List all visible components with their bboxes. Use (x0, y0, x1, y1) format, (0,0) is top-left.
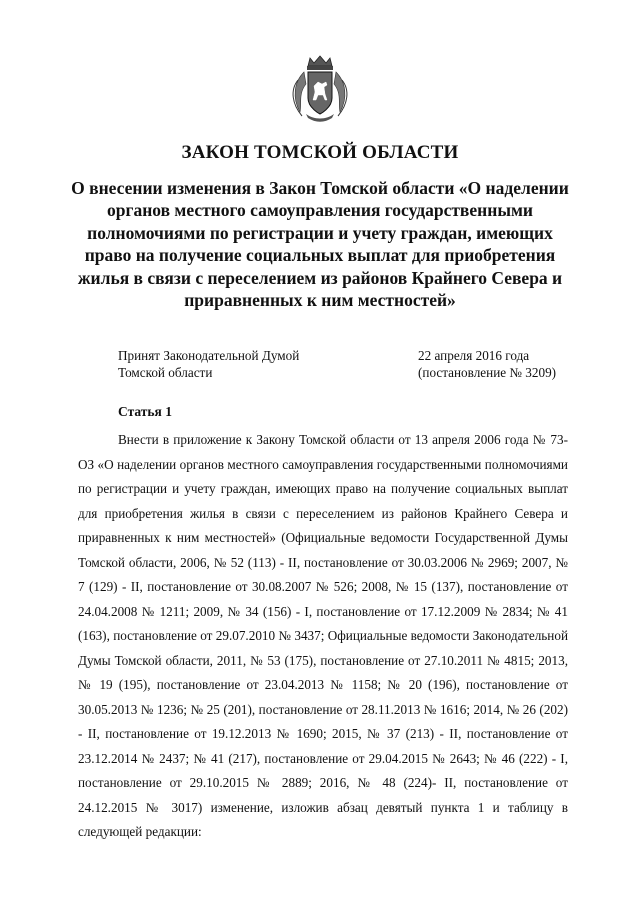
resolution-number: (постановление № 3209) (418, 365, 557, 380)
article-heading: Статья 1 (118, 404, 172, 419)
tomsk-coat-of-arms-icon (288, 54, 352, 124)
article-paragraph: Внести в приложение к Закону Томской области от 13 апреля 2006 года № 73-ОЗ «О наделении органов местного самоуправления государственными полномочиями по регистрации и учету граждан, имеющих право на получение социальных выплат для приобретения жилья в связи с переселением из районов Крайнего Севера и приравненных к ним местностей» (Официальные ведомости Государственной Думы Томской области, 2006, № 52 (113) - II, постановление от 30.03.2006 № 2969; 2007, № 7 (129) - II, постановление от 30.08.2007 № 526; 2008, № 15 (137), постановление от 24.04.2008 № 1211; 2009, № 34 (156) - I, постановление от 17.12.2009 № 2834; № 41 (163), постановление от 29.07.2010 № 3437; Официальные ведомости Законодательной Думы Томской области, 2011, № 53 (175), постановление от 27.10.2011 № 4815; 2013, № 19 (195), постановление от 23.04.2013 № 1158; № 20 (196), постановление от 30.05.2013 № 1236; № 25 (201), постановление от 28.11.2013 № 1616; 2014, № 26 (202) - II, постановление от 19.12.2013 № 1690; 2015, № 37 (213) - II, постановление от 23.12.2014 № 2437; № 41 (217), постановление от 29.04.2015 № 2643; № 46 (222) - I, постановление от 29.10.2015 № 2889; 2016, № 48 (224)- II, постановление от 24.12.2015 № 3017) изменение, изложив абзац девятый пункта 1 и таблицу в следующей редакции: (78, 432, 568, 839)
law-subtitle: О внесении изменения в Закон Томской области «О наделении органов местного самоуправления государственными полномочиями по регистрации и учету граждан, имеющих право на получение социальных выплат для приобретения жилья в связи с переселением из районов Крайнего Севера и приравненных к ним местностей» (71, 178, 569, 311)
adopted-by-block (118, 347, 299, 381)
adoption-date: 22 апреля 2016 года (418, 348, 530, 363)
adopted-by-line-1: Принят Законодательной Думой (118, 348, 300, 363)
adopted-by-line-2: Томской области (118, 365, 213, 380)
adoption-date-block (418, 347, 556, 381)
law-title: ЗАКОН ТОМСКОЙ ОБЛАСТИ (181, 142, 459, 163)
